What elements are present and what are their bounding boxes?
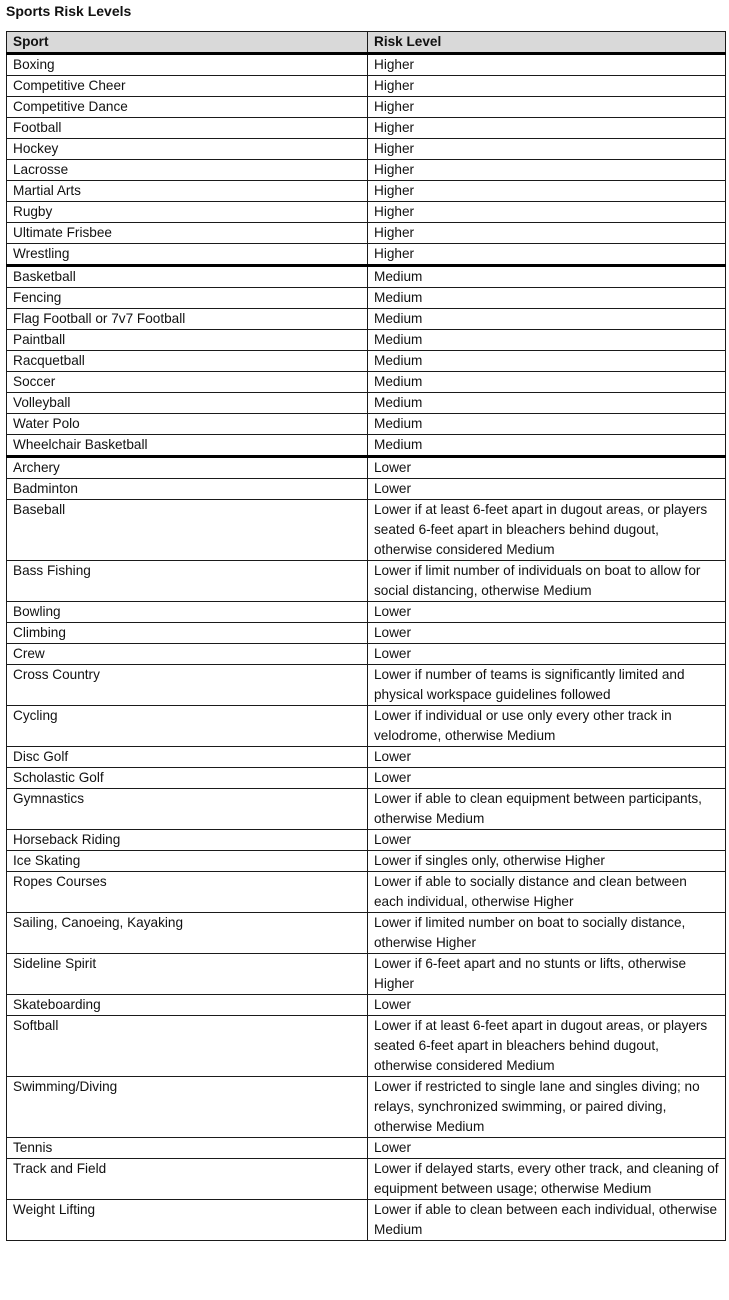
table-row — [7, 872, 726, 913]
risk-level-cell: Medium — [368, 266, 726, 288]
table-row — [7, 1016, 726, 1077]
table-row — [7, 393, 726, 414]
sport-cell: Softball — [7, 1016, 368, 1077]
sport-cell: Fencing — [7, 288, 368, 309]
table-row — [7, 202, 726, 223]
sport-cell: Ropes Courses — [7, 872, 368, 913]
table-row — [7, 435, 726, 457]
sport-cell: Cross Country — [7, 665, 368, 706]
sport-cell: Swimming/Diving — [7, 1077, 368, 1138]
risk-level-cell: Higher — [368, 139, 726, 160]
table-header — [7, 32, 726, 54]
risk-level-cell: Lower if able to clean equipment between participants, otherwise Medium — [368, 789, 726, 830]
sport-cell: Sailing, Canoeing, Kayaking — [7, 913, 368, 954]
risk-level-cell: Medium — [368, 435, 726, 457]
table-row — [7, 288, 726, 309]
risk-level-cell: Lower — [368, 457, 726, 479]
table-row — [7, 954, 726, 995]
sport-cell: Lacrosse — [7, 160, 368, 181]
table-row — [7, 244, 726, 266]
sport-cell: Paintball — [7, 330, 368, 351]
table-row — [7, 602, 726, 623]
table-row — [7, 97, 726, 118]
risk-level-cell: Lower — [368, 830, 726, 851]
sport-cell: Gymnastics — [7, 789, 368, 830]
risk-level-cell: Lower if at least 6-feet apart in dugout areas, or players seated 6-feet apart in bleachers behind dugout, otherwise considered Medium — [368, 1016, 726, 1077]
risk-level-cell: Higher — [368, 76, 726, 97]
table-row — [7, 706, 726, 747]
risk-level-cell: Lower — [368, 602, 726, 623]
sport-cell: Boxing — [7, 54, 368, 76]
sport-cell: Horseback Riding — [7, 830, 368, 851]
table-row — [7, 139, 726, 160]
risk-level-cell: Lower — [368, 479, 726, 500]
risk-level-cell: Higher — [368, 202, 726, 223]
table-row — [7, 1159, 726, 1200]
table-row — [7, 372, 726, 393]
risk-level-cell: Medium — [368, 351, 726, 372]
risk-level-cell: Medium — [368, 372, 726, 393]
sport-cell: Climbing — [7, 623, 368, 644]
risk-level-cell: Medium — [368, 309, 726, 330]
risk-level-cell: Medium — [368, 288, 726, 309]
risk-level-cell: Lower — [368, 644, 726, 665]
column-header-sport: Sport — [7, 32, 368, 54]
table-row — [7, 309, 726, 330]
risk-level-cell: Lower if individual or use only every other track in velodrome, otherwise Medium — [368, 706, 726, 747]
table-body — [7, 54, 726, 1241]
table-row — [7, 414, 726, 435]
table-row — [7, 623, 726, 644]
risk-level-cell: Lower if limited number on boat to socially distance, otherwise Higher — [368, 913, 726, 954]
sport-cell: Bowling — [7, 602, 368, 623]
sport-cell: Scholastic Golf — [7, 768, 368, 789]
sport-cell: Basketball — [7, 266, 368, 288]
sport-cell: Competitive Cheer — [7, 76, 368, 97]
sport-cell: Wheelchair Basketball — [7, 435, 368, 457]
risk-table — [6, 31, 726, 1241]
sport-cell: Badminton — [7, 479, 368, 500]
risk-level-cell: Lower if singles only, otherwise Higher — [368, 851, 726, 872]
table-row — [7, 54, 726, 76]
table-row — [7, 995, 726, 1016]
table-row — [7, 851, 726, 872]
risk-level-cell: Medium — [368, 393, 726, 414]
table-row — [7, 330, 726, 351]
sport-cell: Ice Skating — [7, 851, 368, 872]
table-row — [7, 160, 726, 181]
sport-cell: Sideline Spirit — [7, 954, 368, 995]
sport-cell: Track and Field — [7, 1159, 368, 1200]
sport-cell: Tennis — [7, 1138, 368, 1159]
sport-cell: Disc Golf — [7, 747, 368, 768]
sport-cell: Cycling — [7, 706, 368, 747]
risk-level-cell: Higher — [368, 223, 726, 244]
table-row — [7, 747, 726, 768]
risk-level-cell: Lower if at least 6-feet apart in dugout areas, or players seated 6-feet apart in bleachers behind dugout, otherwise considered Medium — [368, 500, 726, 561]
risk-level-cell: Medium — [368, 330, 726, 351]
sport-cell: Bass Fishing — [7, 561, 368, 602]
risk-level-cell: Lower — [368, 623, 726, 644]
sport-cell: Baseball — [7, 500, 368, 561]
table-row — [7, 1200, 726, 1241]
table-row — [7, 768, 726, 789]
table-row — [7, 913, 726, 954]
table-row — [7, 457, 726, 479]
table-row — [7, 665, 726, 706]
risk-level-cell: Lower if delayed starts, every other track, and cleaning of equipment between usage; otherwise Medium — [368, 1159, 726, 1200]
table-row — [7, 351, 726, 372]
sport-cell: Wrestling — [7, 244, 368, 266]
table-row — [7, 1138, 726, 1159]
header-row — [7, 32, 726, 54]
table-row — [7, 561, 726, 602]
table-row — [7, 789, 726, 830]
sport-cell: Ultimate Frisbee — [7, 223, 368, 244]
table-row — [7, 479, 726, 500]
sport-cell: Racquetball — [7, 351, 368, 372]
risk-level-cell: Lower — [368, 768, 726, 789]
sport-cell: Competitive Dance — [7, 97, 368, 118]
risk-level-cell: Lower if number of teams is significantly limited and physical workspace guidelines followed — [368, 665, 726, 706]
sport-cell: Water Polo — [7, 414, 368, 435]
sport-cell: Weight Lifting — [7, 1200, 368, 1241]
sport-cell: Martial Arts — [7, 181, 368, 202]
sport-cell: Crew — [7, 644, 368, 665]
risk-level-cell: Higher — [368, 54, 726, 76]
risk-level-cell: Lower if restricted to single lane and singles diving; no relays, synchronized swimming, or paired diving, otherwise Medium — [368, 1077, 726, 1138]
sport-cell: Volleyball — [7, 393, 368, 414]
table-row — [7, 500, 726, 561]
table-row — [7, 830, 726, 851]
risk-level-cell: Lower — [368, 1138, 726, 1159]
table-row — [7, 118, 726, 139]
risk-level-cell: Medium — [368, 414, 726, 435]
risk-level-cell: Higher — [368, 244, 726, 266]
sport-cell: Hockey — [7, 139, 368, 160]
sport-cell: Skateboarding — [7, 995, 368, 1016]
risk-level-cell: Lower if able to socially distance and clean between each individual, otherwise Higher — [368, 872, 726, 913]
table-row — [7, 1077, 726, 1138]
table-row — [7, 644, 726, 665]
risk-level-cell: Higher — [368, 97, 726, 118]
risk-level-cell: Lower if limit number of individuals on boat to allow for social distancing, otherwise Medium — [368, 561, 726, 602]
risk-level-cell: Higher — [368, 118, 726, 139]
table-row — [7, 223, 726, 244]
risk-level-cell: Higher — [368, 181, 726, 202]
table-row — [7, 76, 726, 97]
sport-cell: Soccer — [7, 372, 368, 393]
table-row — [7, 266, 726, 288]
table-row — [7, 181, 726, 202]
sport-cell: Football — [7, 118, 368, 139]
risk-level-cell: Lower — [368, 995, 726, 1016]
sport-cell: Flag Football or 7v7 Football — [7, 309, 368, 330]
risk-level-cell: Lower — [368, 747, 726, 768]
sport-cell: Archery — [7, 457, 368, 479]
page-title: Sports Risk Levels — [6, 3, 132, 19]
sport-cell: Rugby — [7, 202, 368, 223]
risk-level-cell: Lower if 6-feet apart and no stunts or lifts, otherwise Higher — [368, 954, 726, 995]
risk-level-cell: Higher — [368, 160, 726, 181]
column-header-risk-level: Risk Level — [368, 32, 726, 54]
risk-level-cell: Lower if able to clean between each individual, otherwise Medium — [368, 1200, 726, 1241]
